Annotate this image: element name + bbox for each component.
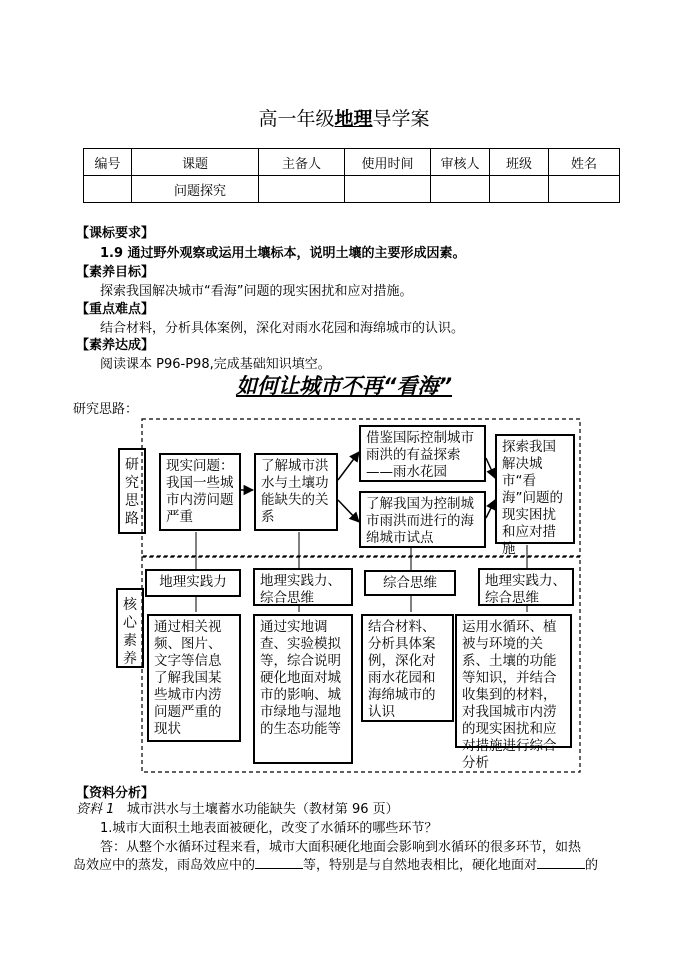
- competency-practice-thinking-2: 地理实践力、综合思维: [478, 568, 574, 606]
- material-text: 城市洪水与土壤蓄水功能缺失（教材第 96 页）: [126, 802, 399, 817]
- header-cell-preparer: 主备人: [259, 149, 345, 176]
- competency-thinking: 综合思维: [364, 570, 456, 596]
- answer-1-line2: [73, 855, 623, 876]
- key-text: 结合材料，分析具体案例，深化对雨水花园和海绵城市的认识。: [100, 321, 465, 336]
- fill-blank-1[interactable]: [255, 868, 303, 869]
- competency-practice-thinking: 地理实践力、综合思维: [253, 568, 353, 606]
- flow-box-explore: 探索我国解决城市“看海”问题的现实困扰和应对措施: [495, 434, 575, 544]
- competency-practice: 地理实践力: [145, 569, 241, 597]
- side-label-competency: 核心素养: [116, 588, 144, 668]
- standard-text: 1.9 通过野外观察或运用土壤标本，说明土壤的主要形成因素。: [100, 246, 466, 261]
- header-cell-class: 班级: [490, 149, 549, 176]
- research-label: 研究思路：: [73, 402, 139, 417]
- header-cell-number: 编号: [84, 149, 132, 176]
- analysis-label: 【资料分析】: [76, 786, 155, 801]
- goal-label: 【素养目标】: [76, 265, 155, 280]
- goal-text: 探索我国解决城市“看海”问题的现实困扰和应对措施。: [100, 284, 413, 299]
- header-cell-topic: 课题: [132, 149, 259, 176]
- achieve-label: 【素养达成】: [76, 338, 155, 353]
- diagram-title: 如何让城市不再“看海”: [235, 374, 453, 398]
- flow-box-problem: 现实问题：我国一些城市内涝问题严重: [159, 453, 241, 531]
- answer-1-line1: 答：从整个水循环过程来看，城市大面积硬化地面会影响到水循环的很多环节，如热: [100, 840, 582, 855]
- side-label-research: 研究思路: [118, 448, 146, 534]
- competency-desc-1: 通过相关视频、图片、文字等信息了解我国某些城市内涝问题严重的现状: [147, 614, 241, 742]
- flow-box-sponge-city: 了解我国为控制城市雨洪而进行的海绵城市试点: [359, 491, 486, 548]
- header-cell-name: 姓名: [549, 149, 620, 176]
- material-tag: 资料 1: [76, 802, 115, 817]
- flow-box-relation: 了解城市洪水与土壤功能缺失的关系: [254, 453, 338, 531]
- title-prefix: 高一年级: [258, 108, 335, 130]
- cell-topic: 问题探究: [132, 176, 259, 203]
- header-cell-reviewer: 审核人: [431, 149, 490, 176]
- competency-desc-2: 通过实地调查、实验模拟等，综合说明硬化地面对城市的影响、城市绿地与湿地的生态功能等: [253, 614, 353, 764]
- fill-blank-2[interactable]: [537, 868, 585, 869]
- flow-box-rain-garden: 借鉴国际控制城市雨洪的有益探索——雨水花园: [359, 425, 486, 482]
- question-1: 1.城市大面积土地表面被硬化，改变了水循环的哪些环节？: [100, 821, 438, 836]
- competency-desc-4: 运用水循环、植被与环境的关系、土壤的功能等知识，并结合收集到的材料，对我国城市内涝的现实困扰和应对措施进行综合分析: [455, 614, 572, 748]
- key-label: 【重点难点】: [76, 302, 155, 317]
- answer-text-c: 的: [585, 858, 599, 873]
- material-1: [76, 799, 399, 820]
- competency-desc-3: 结合材料、分析具体案例，深化对雨水花园和海绵城市的认识: [361, 614, 454, 722]
- answer-text-b: 等，特别是与自然地表相比，硬化地面对: [303, 858, 538, 873]
- header-cell-date: 使用时间: [345, 149, 431, 176]
- title-subject: 地理: [334, 108, 373, 130]
- title-suffix: 导学案: [372, 108, 430, 130]
- standard-label: 【课标要求】: [76, 226, 155, 241]
- achieve-text: 阅读课本 P96-P98,完成基础知识填空。: [100, 357, 331, 372]
- answer-text-a: 岛效应中的蒸发，雨岛效应中的: [73, 858, 256, 873]
